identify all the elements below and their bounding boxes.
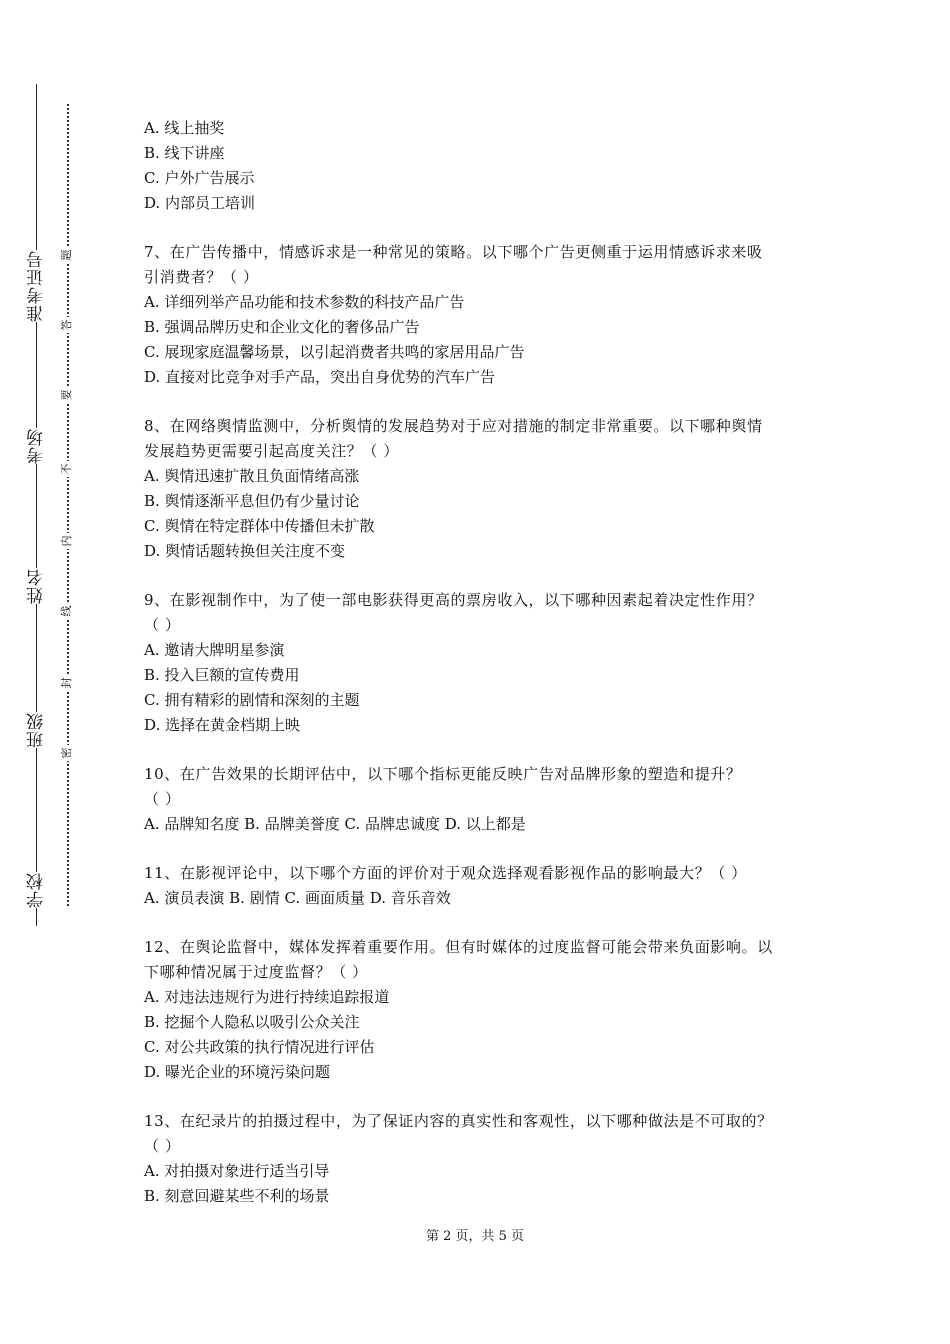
question-12	[144, 935, 824, 1085]
page-footer: 第 2 页，共 5 页	[425, 1229, 525, 1244]
option-d: D. 舆情话题转换但关注度不变	[144, 542, 346, 560]
question-stem: 引消费者？（ ）	[144, 268, 259, 286]
seal-char: 密	[60, 745, 74, 761]
label-exam-number: 准考证号	[27, 250, 47, 322]
seal-char: 答	[60, 317, 74, 333]
option-d: D. 曝光企业的环境污染问题	[144, 1063, 331, 1081]
label-exam-room: 考场	[27, 428, 47, 464]
option-b: B. 投入巨额的宣传费用	[144, 666, 300, 684]
question-stem: （ ）	[144, 616, 181, 634]
question-stem: 12、在舆论监督中，媒体发挥着重要作用。但有时媒体的过度监督可能会带来负面影响。以	[144, 938, 773, 956]
question-stem: （ ）	[144, 790, 181, 808]
seal-char: 要	[60, 387, 74, 403]
question-8	[144, 414, 824, 564]
option-d: D. 直接对比竞争对手产品，突出自身优势的汽车广告	[144, 368, 496, 386]
label-class: 班级	[27, 712, 47, 748]
label-name: 姓名	[27, 568, 47, 604]
option-a: A. 舆情迅速扩散且负面情绪高涨	[144, 467, 360, 485]
option-b: B. 刻意回避某些不利的场景	[144, 1187, 330, 1205]
option-c: C. 对公共政策的执行情况进行评估	[144, 1038, 375, 1056]
seal-char: 题	[60, 247, 74, 263]
option-a: A. 详细列举产品功能和技术参数的科技产品广告	[144, 293, 465, 311]
seal-char: 内	[60, 533, 74, 549]
label-school: 学校	[27, 872, 47, 908]
option-b: B. 线下讲座	[144, 144, 225, 162]
question-stem: 11、在影视评论中，以下哪个方面的评价对于观众选择观看影视作品的影响最大？（ ）	[144, 864, 747, 882]
option-d: D. 内部员工培训	[144, 194, 256, 212]
question-stem: 发展趋势更需要引起高度关注？（ ）	[144, 442, 399, 460]
seal-dotted-line	[67, 104, 69, 906]
question-stem: 下哪种情况属于过度监督？（ ）	[144, 963, 368, 981]
question-stem: 7、在广告传播中，情感诉求是一种常见的策略。以下哪个广告更侧重于运用情感诉求来吸	[144, 243, 763, 261]
seal-char: 封	[60, 675, 74, 691]
option-a: A. 线上抽奖	[144, 119, 225, 137]
question-6-options	[144, 116, 824, 216]
option-c: C. 拥有精彩的剧情和深刻的主题	[144, 691, 360, 709]
question-stem: （ ）	[144, 1137, 181, 1155]
option-b: B. 舆情逐渐平息但仍有少量讨论	[144, 492, 360, 510]
question-stem: 9、在影视制作中，为了使一部电影获得更高的票房收入，以下哪种因素起着决定性作用？	[144, 591, 763, 609]
question-7	[144, 240, 824, 390]
options-inline: A. 演员表演 B. 剧情 C. 画面质量 D. 音乐音效	[144, 889, 451, 907]
question-stem: 8、在网络舆情监测中，分析舆情的发展趋势对于应对措施的制定非常重要。以下哪种舆情	[144, 417, 763, 435]
option-d: D. 选择在黄金档期上映	[144, 716, 301, 734]
question-11	[144, 861, 824, 911]
question-stem: 10、在广告效果的长期评估中，以下哪个指标更能反映广告对品牌形象的塑造和提升？	[144, 765, 742, 783]
question-9	[144, 588, 824, 738]
option-c: C. 展现家庭温馨场景，以引起消费者共鸣的家居用品广告	[144, 343, 525, 361]
question-13	[144, 1109, 824, 1209]
question-10	[144, 762, 824, 837]
seal-char: 不	[60, 461, 74, 477]
binding-line	[36, 84, 37, 926]
option-a: A. 对违法违规行为进行持续追踪报道	[144, 988, 390, 1006]
seal-char: 线	[60, 603, 74, 619]
options-inline: A. 品牌知名度 B. 品牌美誉度 C. 品牌忠诚度 D. 以上都是	[144, 815, 526, 833]
option-b: B. 挖掘个人隐私以吸引公众关注	[144, 1013, 360, 1031]
option-a: A. 对拍摄对象进行适当引导	[144, 1162, 330, 1180]
exam-content	[144, 116, 824, 1209]
question-stem: 13、在纪录片的拍摄过程中，为了保证内容的真实性和客观性，以下哪种做法是不可取的？	[144, 1112, 773, 1130]
option-c: C. 户外广告展示	[144, 169, 255, 187]
option-a: A. 邀请大牌明星参演	[144, 641, 285, 659]
option-b: B. 强调品牌历史和企业文化的奢侈品广告	[144, 318, 420, 336]
option-c: C. 舆情在特定群体中传播但未扩散	[144, 517, 375, 535]
